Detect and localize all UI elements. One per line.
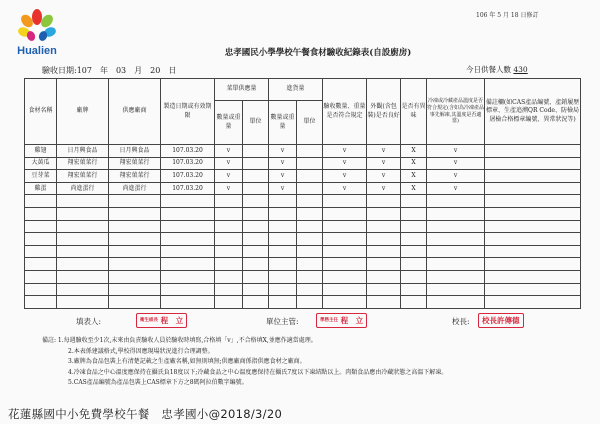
filler-stamp-title: 衛生組長	[140, 317, 158, 323]
table-cell-remark	[485, 195, 581, 208]
table-cell-appearance: v	[367, 145, 401, 158]
table-cell-punit	[297, 271, 323, 284]
table-cell-appearance	[367, 245, 401, 258]
table-cell-appearance	[367, 233, 401, 246]
header-food-name: 食材名稱	[25, 79, 57, 145]
table-cell-brand	[57, 195, 109, 208]
supervisor-stamp-name: 程 立	[340, 316, 364, 325]
table-cell-remark	[485, 233, 581, 246]
table-cell-supplier	[109, 283, 161, 296]
table-cell-qty	[215, 208, 243, 221]
header-remarks: 備註欄(如CAS產品編號、產銷履歷標章、生產追溯QR Code、防檢局屠檢合格標章編號、異常狀況等)	[485, 79, 581, 145]
table-cell-supplier	[109, 271, 161, 284]
table-cell-date: 107.03.20	[161, 170, 215, 183]
table-cell-pqty: v	[269, 157, 297, 170]
table-cell-odor	[401, 195, 427, 208]
supervisor-stamp	[316, 313, 367, 328]
table-cell-odor	[401, 271, 427, 284]
table-cell-appearance	[367, 271, 401, 284]
table-cell-brand	[57, 245, 109, 258]
table-cell-supplier: 尚進蛋行	[109, 182, 161, 195]
table-cell-remark	[485, 245, 581, 258]
table-cell-date	[161, 296, 215, 309]
principal-stamp: 校長許傳德	[478, 313, 524, 328]
table-cell-name	[25, 258, 57, 271]
table-cell-qty	[215, 233, 243, 246]
table-cell-temp	[427, 233, 485, 246]
table-cell-unit	[243, 195, 269, 208]
table-cell-pqty	[269, 271, 297, 284]
table-cell-qty	[215, 195, 243, 208]
table-cell-remark	[485, 258, 581, 271]
header-menu-qty: 數量或重量	[215, 101, 243, 145]
table-cell-qty	[215, 296, 243, 309]
table-cell-odor	[401, 233, 427, 246]
supply-count-label: 今日供餐人數	[466, 65, 511, 74]
table-cell-temp	[427, 271, 485, 284]
table-cell-qty: v	[215, 157, 243, 170]
table-cell-temp	[427, 283, 485, 296]
table-cell-odor	[401, 296, 427, 309]
table-cell-unit	[243, 208, 269, 221]
table-cell-name	[25, 283, 57, 296]
table-cell-date	[161, 208, 215, 221]
inspection-date	[42, 65, 176, 76]
table-cell-unit	[243, 258, 269, 271]
table-cell-unit	[243, 182, 269, 195]
table-cell-punit	[297, 195, 323, 208]
table-row	[25, 157, 581, 170]
table-body	[25, 145, 581, 309]
table-cell-brand	[57, 220, 109, 233]
table-cell-odor	[401, 245, 427, 258]
table-row	[25, 271, 581, 284]
table-cell-remark	[485, 296, 581, 309]
table-cell-supplier	[109, 220, 161, 233]
table-cell-unit	[243, 233, 269, 246]
header-mfg-date: 製造日期或有效期限	[161, 79, 215, 145]
table-cell-name	[25, 233, 57, 246]
brand-name: Hualien	[17, 45, 57, 57]
header-menu-unit: 單位	[243, 101, 269, 145]
table-cell-date: 107.03.20	[161, 182, 215, 195]
note-line: 4.冷凍食品之中心溫度應保持在攝氏負18度以下;冷藏食品之中心溫度應保持在攝氏7度以下凍結點以上。肉類食品應由冷藏狀態之高溫下解凍。	[68, 368, 448, 376]
table-cell-date	[161, 283, 215, 296]
table-cell-brand: 尚進蛋行	[57, 182, 109, 195]
table-cell-odor	[401, 208, 427, 221]
table-cell-temp	[427, 220, 485, 233]
note-line: 2.本表係建議格式,學校得因應現場狀況進行合理調整。	[68, 347, 214, 355]
table-cell-date: 107.03.20	[161, 145, 215, 158]
table-cell-punit	[297, 233, 323, 246]
table-cell-date: 107.03.20	[161, 157, 215, 170]
header-supplier: 供應廠商	[109, 79, 161, 145]
table-cell-appearance	[367, 296, 401, 309]
table-cell-temp: v	[427, 145, 485, 158]
table-cell-supplier	[109, 258, 161, 271]
table-cell-pqty: v	[269, 145, 297, 158]
table-cell-qty	[215, 283, 243, 296]
table-cell-check	[323, 233, 367, 246]
table-cell-check	[323, 208, 367, 221]
table-cell-punit	[297, 283, 323, 296]
table-cell-check: v	[323, 182, 367, 195]
revision-date: 106 年 5 月 18 日修訂	[476, 12, 539, 19]
table-cell-check	[323, 258, 367, 271]
table-cell-qty	[215, 220, 243, 233]
table-cell-check: v	[323, 170, 367, 183]
table-cell-appearance	[367, 283, 401, 296]
table-cell-brand: 翔宏菓菜行	[57, 170, 109, 183]
table-cell-supplier: 翔宏菓菜行	[109, 170, 161, 183]
table-cell-pqty: v	[269, 182, 297, 195]
table-cell-check	[323, 245, 367, 258]
inspection-table	[24, 78, 581, 309]
table-cell-unit	[243, 145, 269, 158]
table-cell-check: v	[323, 157, 367, 170]
table-cell-qty: v	[215, 182, 243, 195]
table-cell-remark	[485, 271, 581, 284]
table-cell-pqty	[269, 258, 297, 271]
table-cell-pqty	[269, 195, 297, 208]
table-cell-pqty	[269, 245, 297, 258]
table-cell-name: 豆芽菜	[25, 170, 57, 183]
table-cell-name	[25, 195, 57, 208]
table-cell-unit	[243, 245, 269, 258]
table-cell-odor	[401, 258, 427, 271]
table-cell-pqty	[269, 233, 297, 246]
table-cell-odor	[401, 220, 427, 233]
table-cell-remark	[485, 220, 581, 233]
header-check-qty: 驗收數量、重量是否符合規定	[323, 79, 367, 145]
table-cell-temp	[427, 208, 485, 221]
table-cell-appearance: v	[367, 170, 401, 183]
table-cell-punit	[297, 182, 323, 195]
table-cell-brand: 日月興食品	[57, 145, 109, 158]
table-cell-date	[161, 271, 215, 284]
table-cell-appearance	[367, 208, 401, 221]
table-row	[25, 258, 581, 271]
supply-count-value: 430	[513, 65, 528, 74]
table-cell-supplier	[109, 245, 161, 258]
inspection-date-value: 107 年 03 月 20 日	[76, 66, 177, 75]
table-cell-temp: v	[427, 170, 485, 183]
table-cell-odor: X	[401, 182, 427, 195]
table-cell-punit	[297, 208, 323, 221]
header-menu-supply: 菜單供應量	[215, 79, 269, 101]
table-row	[25, 195, 581, 208]
table-cell-supplier	[109, 296, 161, 309]
table-cell-odor: X	[401, 145, 427, 158]
table-cell-odor	[401, 283, 427, 296]
header-purchase-qty: 數量或重量	[269, 101, 297, 145]
header-brand: 廠牌	[57, 79, 109, 145]
table-cell-brand	[57, 271, 109, 284]
watermark: 花蓮縣國中小免費學校午餐 忠孝國小@2018/3/20	[8, 407, 283, 421]
table-cell-remark	[485, 170, 581, 183]
table-cell-date	[161, 245, 215, 258]
note-line: 備註: 1.每週驗收至少1次,未來由負責驗收人員於驗收時填寫,合格填「v」,不合格填X,並應作適當處理。	[42, 337, 317, 344]
table-cell-temp	[427, 195, 485, 208]
table-cell-check	[323, 296, 367, 309]
table-cell-brand	[57, 283, 109, 296]
table-cell-brand: 翔宏菓菜行	[57, 157, 109, 170]
table-cell-odor: X	[401, 170, 427, 183]
table-cell-appearance: v	[367, 157, 401, 170]
table-cell-name	[25, 296, 57, 309]
table-cell-unit	[243, 157, 269, 170]
table-cell-check	[323, 220, 367, 233]
note-line: 3.廠牌為食品包裝上有清楚記載之生產廠名稱,如無則填無;供應廠商係指供應食材之廠商。	[68, 358, 306, 365]
table-cell-supplier	[109, 195, 161, 208]
table-row	[25, 245, 581, 258]
table-cell-brand	[57, 208, 109, 221]
table-row	[25, 170, 581, 183]
table-row	[25, 220, 581, 233]
table-row	[25, 233, 581, 246]
table-cell-remark	[485, 208, 581, 221]
table-cell-odor: X	[401, 157, 427, 170]
form-title: 忠孝國民小學學校午餐食材驗收紀錄表(自設廚房)	[224, 48, 412, 58]
table-cell-unit	[243, 220, 269, 233]
table-cell-temp	[427, 258, 485, 271]
table-cell-qty	[215, 258, 243, 271]
table-cell-appearance	[367, 220, 401, 233]
table-cell-punit	[297, 145, 323, 158]
table-cell-brand	[57, 233, 109, 246]
table-row	[25, 283, 581, 296]
table-cell-qty	[215, 271, 243, 284]
table-cell-brand	[57, 296, 109, 309]
table-cell-qty: v	[215, 145, 243, 158]
table-cell-unit	[243, 271, 269, 284]
table-cell-remark	[485, 182, 581, 195]
table-cell-remark	[485, 145, 581, 158]
table-row	[25, 208, 581, 221]
supervisor-label: 單位主管:	[266, 317, 299, 326]
table-cell-check	[323, 283, 367, 296]
table-cell-check	[323, 195, 367, 208]
table-cell-brand	[57, 258, 109, 271]
hualien-logo	[8, 8, 66, 60]
table-cell-punit	[297, 220, 323, 233]
table-cell-check	[323, 271, 367, 284]
table-cell-appearance: v	[367, 182, 401, 195]
table-cell-supplier	[109, 208, 161, 221]
header-appearance: 外觀(含包裝)是否良好	[367, 79, 401, 145]
header-temp: 冷凍或冷藏產品溫度是否符合規定(含如為冷凍產品事先解凍,其溫度是否適當)	[427, 79, 485, 145]
table-cell-supplier: 日月興食品	[109, 145, 161, 158]
table-cell-name	[25, 271, 57, 284]
table-cell-temp: v	[427, 182, 485, 195]
filler-stamp	[136, 313, 187, 328]
table-cell-pqty	[269, 220, 297, 233]
notes	[42, 336, 582, 389]
supervisor-stamp-title: 學務主任	[320, 317, 338, 323]
table-row	[25, 296, 581, 309]
table-cell-remark	[485, 283, 581, 296]
header-odor: 是否有異味	[401, 79, 427, 145]
table-cell-appearance	[367, 258, 401, 271]
table-cell-supplier	[109, 233, 161, 246]
header-purchase: 進貨量	[269, 79, 323, 101]
table-cell-pqty	[269, 296, 297, 309]
table-cell-name: 雞翅	[25, 145, 57, 158]
table-cell-date	[161, 258, 215, 271]
table-cell-name	[25, 245, 57, 258]
table-cell-name: 大黃瓜	[25, 157, 57, 170]
table-cell-date	[161, 220, 215, 233]
table-cell-temp	[427, 245, 485, 258]
table-cell-temp: v	[427, 157, 485, 170]
supply-count	[466, 64, 528, 75]
table-cell-qty	[215, 245, 243, 258]
table-cell-punit	[297, 296, 323, 309]
table-cell-temp	[427, 296, 485, 309]
table-cell-date	[161, 195, 215, 208]
table-cell-name	[25, 220, 57, 233]
filler-stamp-name: 程 立	[160, 316, 184, 325]
table-row	[25, 145, 581, 158]
table-cell-remark	[485, 157, 581, 170]
table-cell-punit	[297, 245, 323, 258]
table-cell-unit	[243, 296, 269, 309]
table-cell-unit	[243, 170, 269, 183]
table-cell-pqty	[269, 283, 297, 296]
principal-label: 校長:	[452, 317, 470, 326]
table-cell-date	[161, 233, 215, 246]
table-cell-pqty: v	[269, 170, 297, 183]
table-cell-check: v	[323, 145, 367, 158]
table-cell-pqty	[269, 208, 297, 221]
table-cell-name	[25, 208, 57, 221]
header-purchase-unit: 單位	[297, 101, 323, 145]
flower-icon	[16, 8, 58, 44]
filler-label: 填表人:	[76, 317, 102, 326]
table-cell-punit	[297, 157, 323, 170]
inspection-date-label: 驗收日期:	[42, 66, 77, 75]
table-row	[25, 182, 581, 195]
table-cell-punit	[297, 170, 323, 183]
table-cell-supplier: 翔宏菓菜行	[109, 157, 161, 170]
table-cell-name: 雞蛋	[25, 182, 57, 195]
table-cell-unit	[243, 283, 269, 296]
table-cell-qty: v	[215, 170, 243, 183]
table-cell-appearance	[367, 195, 401, 208]
note-line: 5.CAS產品編號為產品包裝上CAS標章下方之8碼阿拉伯數字編號。	[68, 379, 248, 386]
table-cell-punit	[297, 258, 323, 271]
